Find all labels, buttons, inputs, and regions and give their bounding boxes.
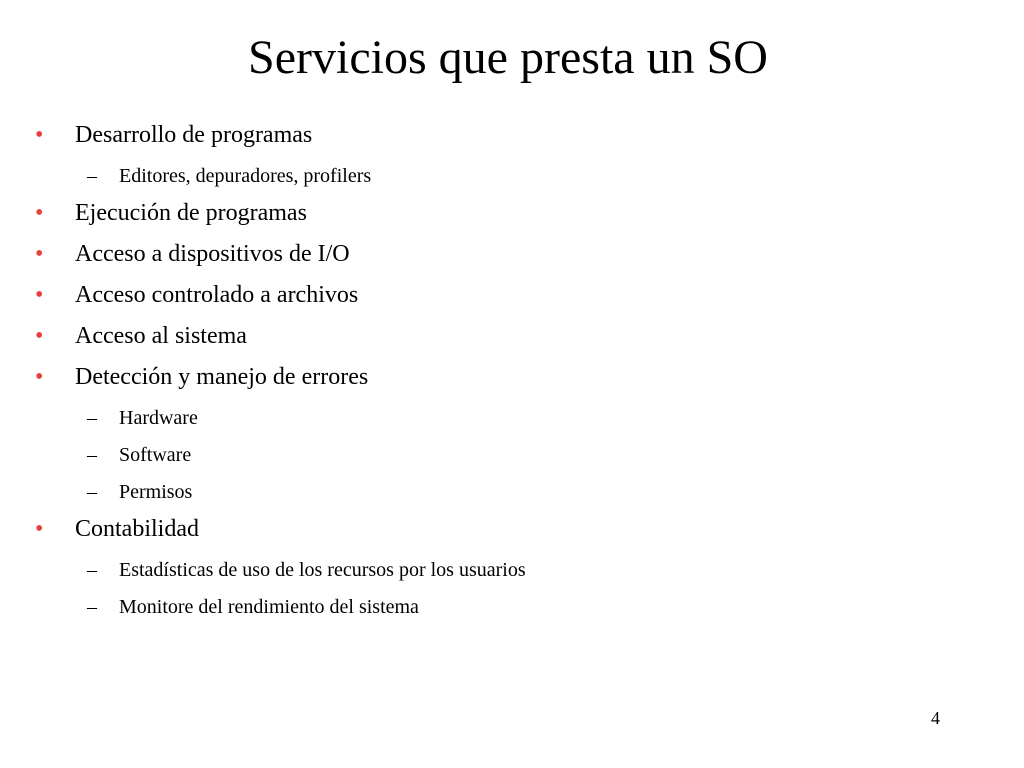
sub-bullet-text: Monitore del rendimiento del sistema bbox=[119, 596, 419, 618]
bullet-list bbox=[30, 118, 990, 627]
bullet-icon: • bbox=[35, 516, 44, 542]
dash-icon: – bbox=[87, 596, 97, 618]
bullet-text: Detección y manejo de errores bbox=[75, 364, 369, 390]
sub-bullet-item bbox=[30, 553, 990, 590]
sub-bullet-item bbox=[30, 475, 990, 512]
bullet-icon: • bbox=[35, 282, 44, 308]
sub-bullet-text: Permisos bbox=[119, 481, 193, 503]
bullet-text: Acceso a dispositivos de I/O bbox=[75, 241, 350, 267]
bullet-text: Ejecución de programas bbox=[75, 200, 307, 226]
sub-bullet-text: Software bbox=[119, 444, 192, 466]
sub-bullet-item bbox=[30, 438, 990, 475]
bullet-icon: • bbox=[35, 241, 44, 267]
sub-bullet-item bbox=[30, 590, 990, 627]
bullet-item bbox=[30, 118, 990, 159]
dash-icon: – bbox=[87, 559, 97, 581]
bullet-item bbox=[30, 319, 990, 360]
bullet-icon: • bbox=[35, 122, 44, 148]
bullet-item bbox=[30, 360, 990, 401]
sub-bullet-text: Estadísticas de uso de los recursos por los usuarios bbox=[119, 559, 526, 581]
bullet-text: Acceso al sistema bbox=[75, 323, 247, 349]
bullet-icon: • bbox=[35, 200, 44, 226]
bullet-item bbox=[30, 278, 990, 319]
sub-bullet-text: Hardware bbox=[119, 407, 198, 429]
sub-bullet-text: Editores, depuradores, profilers bbox=[119, 165, 372, 187]
sub-bullet-item bbox=[30, 401, 990, 438]
bullet-icon: • bbox=[35, 323, 44, 349]
bullet-item bbox=[30, 196, 990, 237]
bullet-item bbox=[30, 512, 990, 553]
dash-icon: – bbox=[87, 407, 97, 429]
bullet-text: Contabilidad bbox=[75, 516, 199, 542]
dash-icon: – bbox=[87, 165, 97, 187]
dash-icon: – bbox=[87, 444, 97, 466]
slide-title: Servicios que presta un SO bbox=[248, 31, 768, 84]
sub-bullet-item bbox=[30, 159, 990, 196]
bullet-text: Acceso controlado a archivos bbox=[75, 282, 359, 308]
bullet-text: Desarrollo de programas bbox=[75, 122, 313, 148]
dash-icon: – bbox=[87, 481, 97, 503]
bullet-icon: • bbox=[35, 364, 44, 390]
page-number: 4 bbox=[931, 708, 940, 728]
bullet-item bbox=[30, 237, 990, 278]
